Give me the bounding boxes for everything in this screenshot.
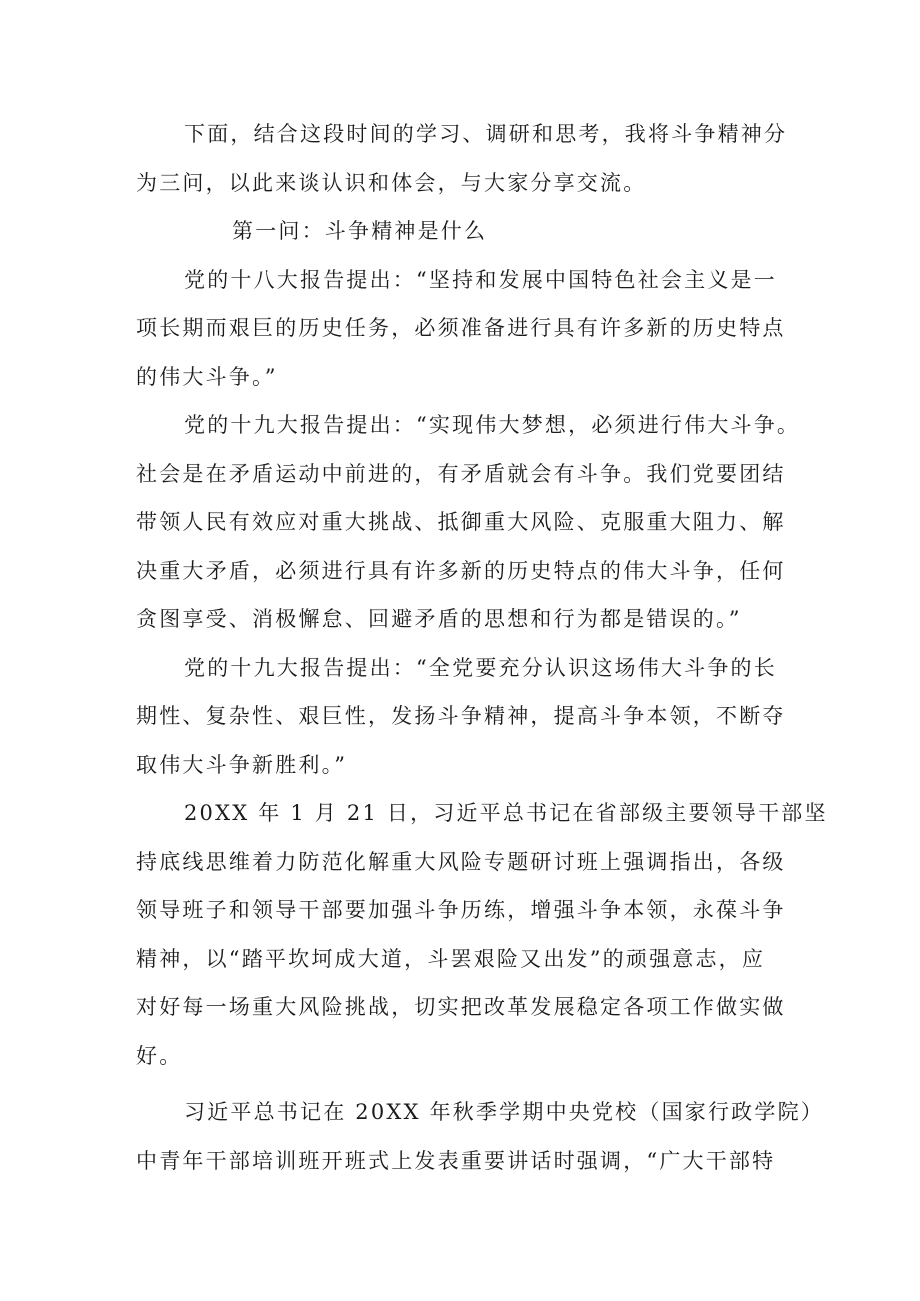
text-line: 第一问：斗争精神是什么 bbox=[232, 219, 488, 243]
text-line: 带领人民有效应对重大挑战、抵御重大风险、克服重大阻力、解 bbox=[136, 510, 786, 534]
text-line: 持底线思维着力防范化解重大风险专题研讨班上强调指出，各级 bbox=[136, 849, 786, 874]
paragraph-spacer bbox=[136, 1080, 788, 1088]
text-line: 精神，以“踏平坎坷成大道，斗罢艰险又出发”的顽强意志，应 bbox=[136, 946, 766, 971]
paragraph-19th-congress-1 bbox=[136, 401, 801, 644]
document-body bbox=[136, 110, 828, 1185]
paragraph-18th-congress bbox=[136, 256, 788, 402]
text-line: 对好每一场重大风险挑战，切实把改革发展稳定各项工作做实做 bbox=[136, 995, 786, 1019]
text-line: 党的十八大报告提出：“坚持和发展中国特色社会主义是一 bbox=[184, 267, 777, 292]
section-heading bbox=[136, 207, 788, 256]
text-line: 党的十九大报告提出：“实现伟大梦想，必须进行伟大斗争。 bbox=[184, 413, 801, 437]
text-line: 下面，结合这段时间的学习、调研和思考，我将斗争精神分 bbox=[184, 122, 788, 146]
text-line: 20XX 年 1 月 21 日，习近平总书记在省部级主要领导干部坚 bbox=[184, 801, 828, 825]
text-line: 取伟大斗争新胜利。” bbox=[136, 752, 348, 777]
paragraph-intro bbox=[136, 110, 788, 207]
paragraph-19th-congress-2 bbox=[136, 644, 788, 790]
text-line: 中青年干部培训班开班式上发表重要讲话时强调，“广大干部特 bbox=[136, 1148, 776, 1173]
text-line: 好。 bbox=[136, 1043, 183, 1068]
text-line: 项长期而艰巨的历史任务，必须准备进行具有许多新的历史特点 bbox=[136, 316, 786, 340]
text-line: 决重大矛盾，必须进行具有许多新的历史特点的伟大斗争，任何 bbox=[136, 558, 786, 583]
paragraph-party-school bbox=[136, 1088, 824, 1185]
text-line: 为三问，以此来谈认识和体会，与大家分享交流。 bbox=[136, 170, 647, 195]
text-line: 党的十九大报告提出：“全党要充分认识这场伟大斗争的长 bbox=[184, 655, 777, 680]
text-line: 社会是在矛盾运动中前进的，有矛盾就会有斗争。我们党要团结 bbox=[136, 461, 786, 486]
text-line: 习近平总书记在 20XX 年秋季学期中央党校（国家行政学院） bbox=[184, 1100, 824, 1124]
text-line: 的伟大斗争。” bbox=[136, 364, 278, 389]
paragraph-january-21 bbox=[136, 789, 828, 1080]
text-line: 贪图享受、消极懈怠、回避矛盾的思想和行为都是错误的。” bbox=[136, 607, 742, 631]
text-line: 期性、复杂性、艰巨性，发扬斗争精神，提高斗争本领，不断夺 bbox=[136, 704, 786, 728]
text-line: 领导班子和领导干部要加强斗争历练，增强斗争本领，永葆斗争 bbox=[136, 898, 786, 922]
